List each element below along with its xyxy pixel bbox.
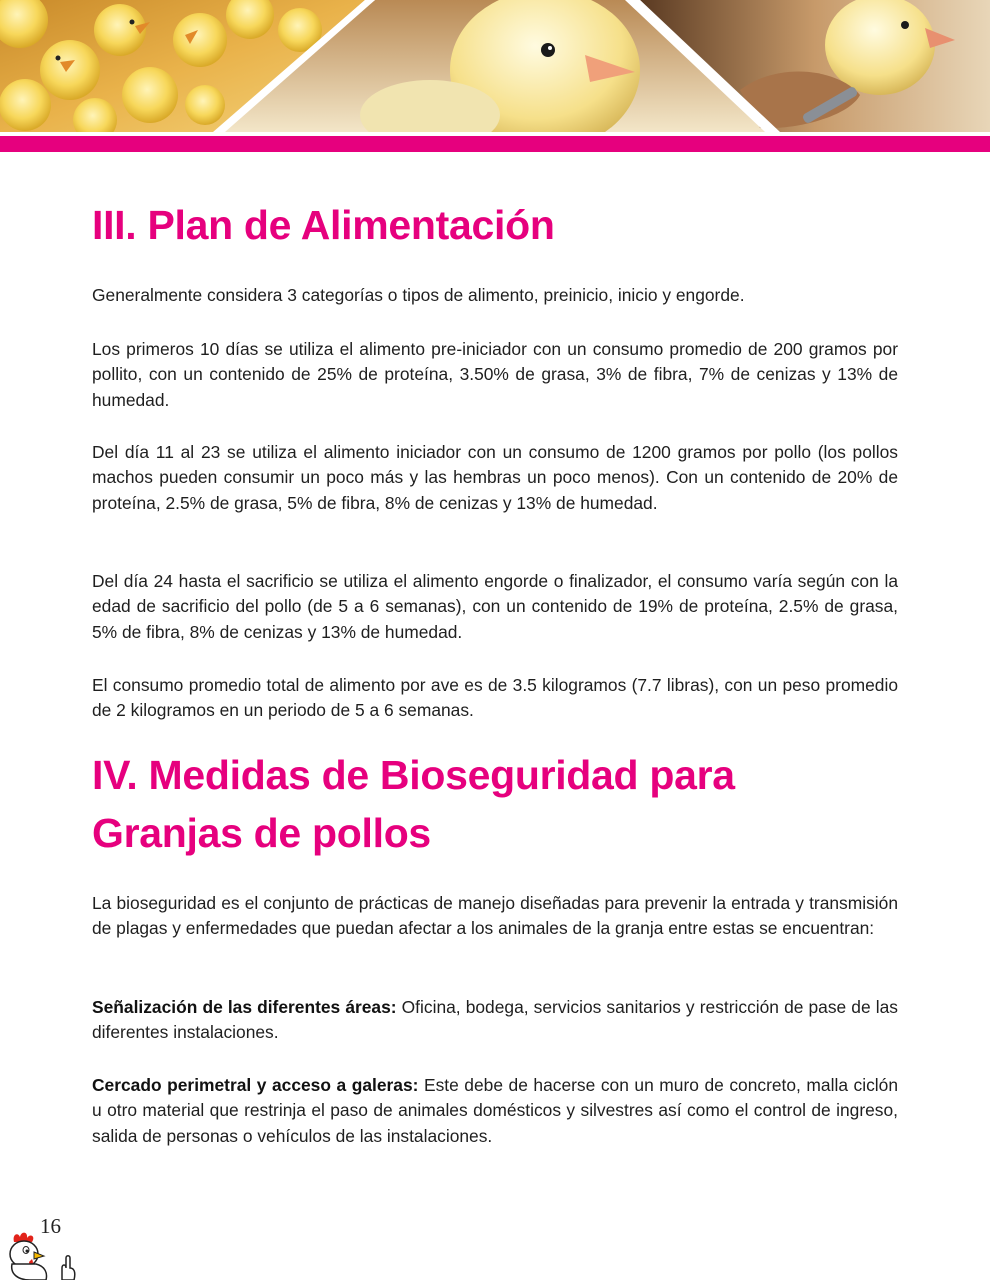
section-4-title-line-1: IV. Medidas de Bioseguridad para: [92, 752, 735, 798]
biosecurity-item: [92, 1073, 898, 1149]
paragraph: El consumo promedio total de alimento por ave es de 3.5 kilogramos (7.7 libras), con un peso promedio de 2 kilogramos en un periodo de 5 a 6 semanas.: [92, 675, 898, 721]
section-4-title: [92, 746, 898, 862]
biosecurity-item: [92, 995, 898, 1046]
paragraph: Del día 11 al 23 se utiliza el alimento iniciador con un consumo de 1200 gramos por pollo (los pollos machos pueden consumir un poco más y las hembras un poco menos). Con un contenido de 20% de proteína, 2.5% de grasa, 5% de fibra, 8% de cenizas y 13% de humedad.: [92, 442, 898, 513]
chicks-photo-banner: [0, 0, 990, 152]
rooster-mascot-icon: [0, 1228, 80, 1280]
item-label: Cercado perimetral y acceso a galeras:: [92, 1075, 419, 1095]
header-banner: [0, 0, 990, 152]
item-text: Este debe de hacerse con un muro de concreto, malla ciclón u otro material que restrinja el paso de animales domésticos y silvestres así como el control de ingreso, salida de personas o vehículos de las instalaciones.: [92, 1075, 898, 1146]
paragraph: Los primeros 10 días se utiliza el alimento pre-iniciador con un consumo promedio de 200 gramos por pollito, con un contenido de 25% de proteína, 3.50% de grasa, 3% de fibra, 7% de cenizas y 13% de humedad.: [92, 339, 898, 410]
item-label: Señalización de las diferentes áreas:: [92, 997, 397, 1017]
section-3-title: III. Plan de Alimentación: [92, 202, 555, 248]
section-4-title-line-2: Granjas de pollos: [92, 810, 431, 856]
paragraph: Generalmente considera 3 categorías o tipos de alimento, preinicio, inicio y engorde.: [92, 285, 745, 305]
paragraph: Del día 24 hasta el sacrificio se utiliza el alimento engorde o finalizador, el consumo varía según con la edad de sacrificio del pollo (de 5 a 6 semanas), con un contenido de 19% de proteína, 2.5% de grasa, 5% de fibra, 8% de cenizas y 13% de humedad.: [92, 571, 898, 642]
page-number: 16: [40, 1214, 61, 1238]
item-text: Oficina, bodega, servicios sanitarios y restricción de pase de las diferentes instalaciones.: [92, 997, 898, 1043]
section-4-intro: La bioseguridad es el conjunto de prácticas de manejo diseñadas para prevenir la entrada y transmisión de plagas y enfermedades que puedan afectar a los animales de la granja entre estas se encuentran:: [92, 893, 898, 939]
